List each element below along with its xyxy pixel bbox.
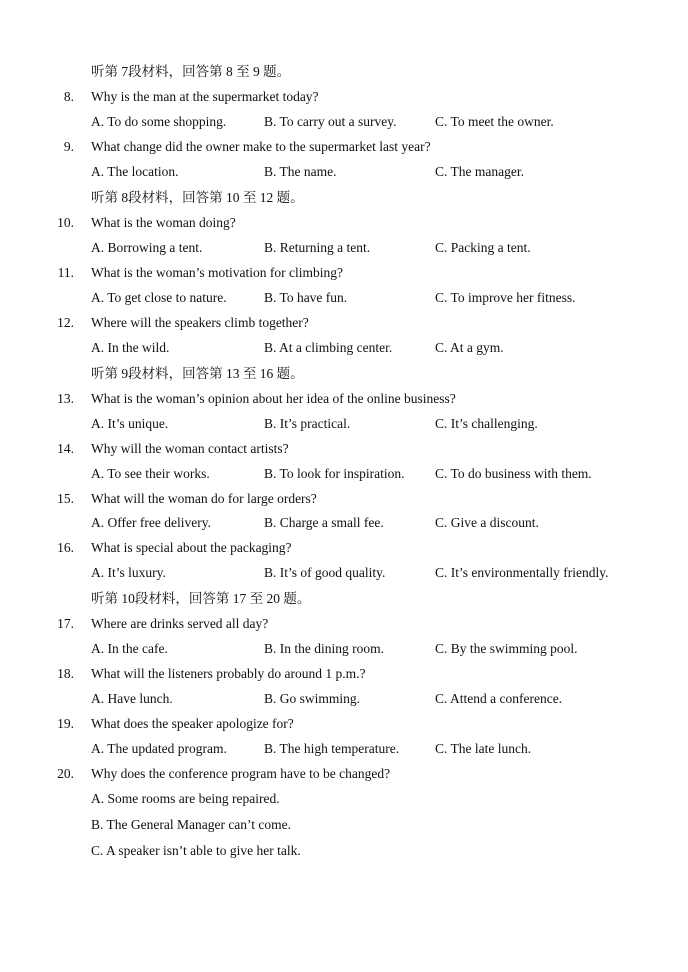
question-number: 11. — [57, 265, 74, 280]
question — [0, 664, 688, 684]
options-row — [0, 414, 688, 434]
question-text: Why will the woman contact artists? — [91, 441, 289, 456]
question — [0, 137, 688, 157]
section-heading: 听第 7段材料，回答第 8 至 9 题。 — [91, 64, 291, 79]
option-b: B. It’s of good quality. — [264, 565, 386, 580]
options-row — [0, 288, 688, 308]
option-b: B. Go swimming. — [264, 691, 361, 706]
options-row — [0, 689, 688, 709]
option-a: A. Offer free delivery. — [91, 515, 211, 530]
option-b: B. Returning a tent. — [264, 240, 371, 255]
question — [0, 389, 688, 409]
option-c: C. By the swimming pool. — [435, 641, 578, 656]
question-number: 16. — [57, 540, 74, 555]
question-text: What is the woman doing? — [91, 215, 236, 230]
question-number: 9. — [63, 139, 74, 154]
option-b: B. At a climbing center. — [264, 340, 393, 355]
question-number: 20. — [57, 766, 74, 781]
option-c: C. Give a discount. — [435, 515, 539, 530]
option-a: A. In the cafe. — [91, 641, 168, 656]
question-text: Why is the man at the supermarket today? — [91, 89, 319, 104]
options-row — [0, 238, 688, 258]
option-c: C. The late lunch. — [435, 741, 532, 756]
question — [0, 764, 688, 784]
section-heading: 听第 8段材料，回答第 10 至 12 题。 — [91, 190, 304, 205]
question — [0, 313, 688, 333]
question-text: Where will the speakers climb together? — [91, 315, 309, 330]
option-c: C. To improve her fitness. — [435, 290, 576, 305]
question-number: 13. — [57, 391, 74, 406]
question-text: Where are drinks served all day? — [91, 616, 269, 631]
options-row — [0, 739, 688, 759]
option-a: A. In the wild. — [91, 340, 170, 355]
option-b: B. The high temperature. — [264, 741, 400, 756]
question-text: Why does the conference program have to be changed? — [91, 766, 391, 781]
option-a: A. The updated program. — [91, 741, 227, 756]
option-c: C. It’s challenging. — [435, 416, 538, 431]
question — [0, 489, 688, 509]
options-row — [0, 639, 688, 659]
question-number: 12. — [57, 315, 74, 330]
option-a: A. It’s unique. — [91, 416, 169, 431]
option-a: A. To see their works. — [91, 466, 210, 481]
options-row — [0, 513, 688, 533]
question-number: 17. — [57, 616, 74, 631]
option-a: A. Have lunch. — [91, 691, 173, 706]
question — [0, 714, 688, 734]
question-number: 14. — [57, 441, 74, 456]
option-b: B. Charge a small fee. — [264, 515, 384, 530]
question — [0, 213, 688, 233]
option-b: B. To look for inspiration. — [264, 466, 405, 481]
option-b: B. To carry out a survey. — [264, 114, 397, 129]
option-b — [0, 815, 688, 835]
option-c-text: C. A speaker isn’t able to give her talk. — [91, 843, 301, 858]
option-a: A. Borrowing a tent. — [91, 240, 203, 255]
option-c: C. The manager. — [435, 164, 524, 179]
option-a — [0, 789, 688, 809]
option-c: C. Packing a tent. — [435, 240, 531, 255]
option-a: A. It’s luxury. — [91, 565, 166, 580]
option-a: A. To do some shopping. — [91, 114, 227, 129]
question-text: What is the woman’s motivation for climbing? — [91, 265, 343, 280]
section-heading: 听第 9段材料，回答第 13 至 16 题。 — [91, 366, 304, 381]
question — [0, 614, 688, 634]
question-text: What will the woman do for large orders? — [91, 491, 317, 506]
option-b: B. It’s practical. — [264, 416, 351, 431]
option-b: B. To have fun. — [264, 290, 348, 305]
options-row — [0, 338, 688, 358]
option-c: C. To do business with them. — [435, 466, 592, 481]
question-text: What does the speaker apologize for? — [91, 716, 294, 731]
question-text: What is special about the packaging? — [91, 540, 292, 555]
section-heading: 听第 10段材料，回答第 17 至 20 题。 — [91, 591, 311, 606]
option-b: B. In the dining room. — [264, 641, 384, 656]
option-a: A. The location. — [91, 164, 179, 179]
question-text: What will the listeners probably do around 1 p.m.? — [91, 666, 366, 681]
option-c: C. It’s environmentally friendly. — [435, 565, 609, 580]
question-text: What change did the owner make to the supermarket last year? — [91, 139, 431, 154]
question-number: 18. — [57, 666, 74, 681]
question — [0, 263, 688, 283]
options-row — [0, 112, 688, 132]
question-number: 19. — [57, 716, 74, 731]
option-c — [0, 841, 688, 861]
question — [0, 538, 688, 558]
question-number: 8. — [63, 89, 74, 104]
options-row — [0, 563, 688, 583]
option-a: A. To get close to nature. — [91, 290, 227, 305]
options-row — [0, 162, 688, 182]
options-row — [0, 464, 688, 484]
question-number: 15. — [57, 491, 74, 506]
option-b: B. The name. — [264, 164, 337, 179]
question-number: 10. — [57, 215, 74, 230]
option-c: C. To meet the owner. — [435, 114, 554, 129]
question — [0, 439, 688, 459]
question-text: What is the woman’s opinion about her idea of the online business? — [91, 391, 456, 406]
question — [0, 87, 688, 107]
option-b-text: B. The General Manager can’t come. — [91, 817, 292, 832]
option-a-text: A. Some rooms are being repaired. — [91, 791, 280, 806]
option-c: C. At a gym. — [435, 340, 504, 355]
option-c: C. Attend a conference. — [435, 691, 563, 706]
